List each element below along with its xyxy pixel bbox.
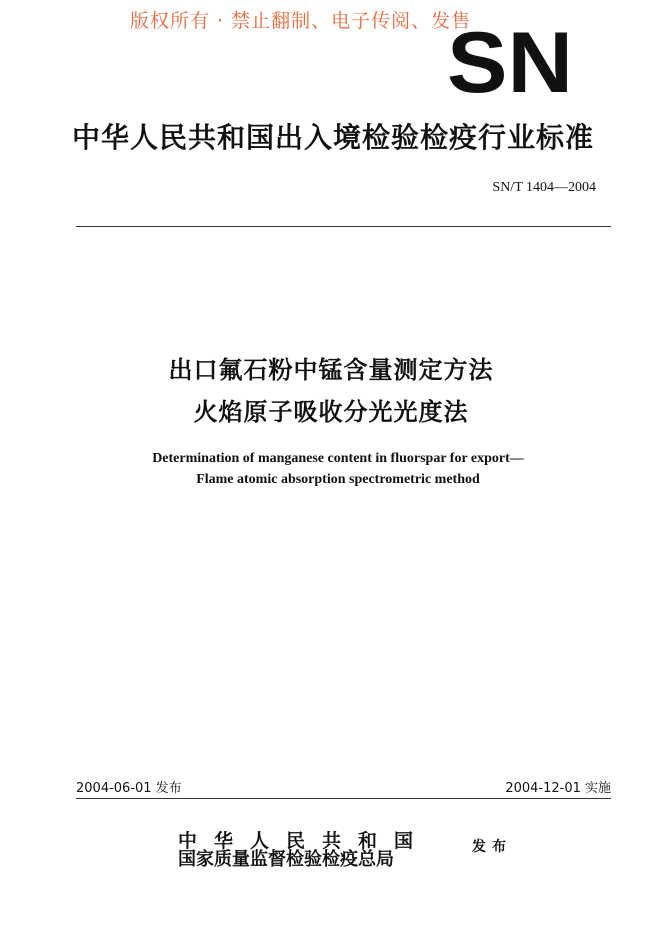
implementation-date: 2004-12-01 实施: [505, 781, 611, 796]
publish-label: 发布: [472, 839, 512, 855]
issue-date: 2004-06-01 发布: [76, 781, 182, 796]
standard-number: SN/T 1404—2004: [492, 180, 596, 195]
standard-category-title: 中华人民共和国出入境检验检疫行业标准: [72, 121, 595, 154]
chinese-title-line-2: 火焰原子吸收分光光度法: [193, 398, 469, 426]
english-title-line-2: Flame atomic absorption spectrometric method: [196, 472, 480, 487]
copyright-watermark: 版权所有 · 禁止翻制、电子传阅、发售: [130, 10, 472, 32]
english-title-line-1: Determination of manganese content in fluorspar for export—: [152, 451, 524, 466]
chinese-title-line-1: 出口氟石粉中锰含量测定方法: [168, 356, 494, 384]
issuer-agency: 国家质量监督检验检疫总局: [178, 849, 394, 870]
svg-text:SN: SN: [447, 30, 573, 94]
issuer-country: 中华人民共和国: [178, 830, 431, 852]
bottom-divider: [76, 798, 611, 799]
top-divider: [76, 226, 611, 227]
sn-logo-icon: [446, 30, 574, 94]
